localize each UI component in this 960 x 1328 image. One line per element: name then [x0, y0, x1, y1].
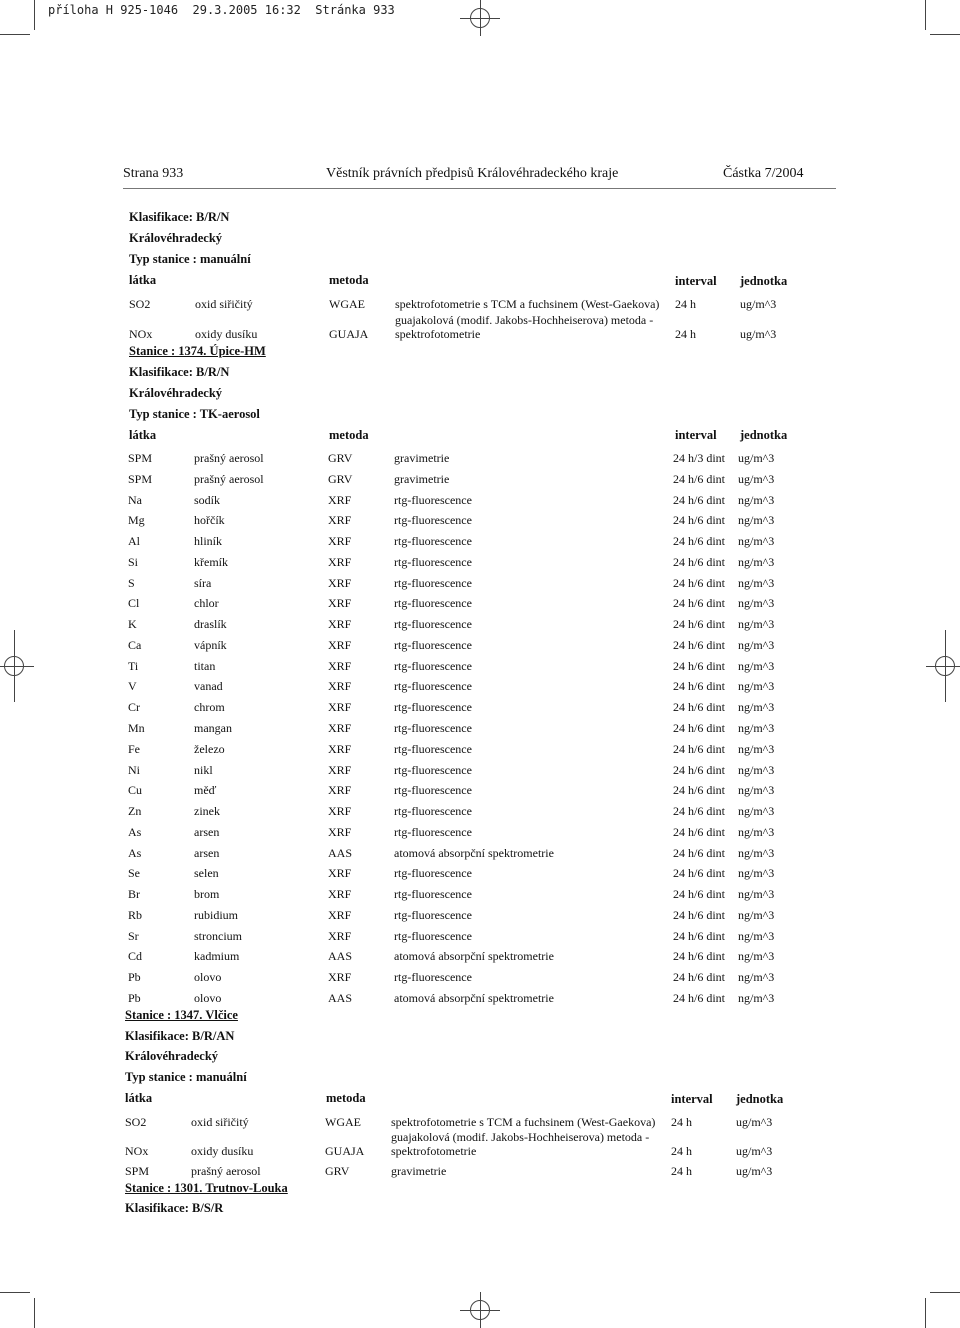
- method-code: XRF: [328, 721, 352, 735]
- column-header-latka: látka: [125, 1091, 153, 1105]
- sampling-interval: 24 h/6 dint: [673, 741, 726, 756]
- method-description: rtg-fluorescence: [394, 596, 472, 611]
- method-code: GUAJA: [325, 1144, 365, 1158]
- sampling-interval: 24 h/6 dint: [673, 949, 726, 964]
- method-description: rtg-fluorescence: [394, 637, 472, 652]
- unit: ng/m^3: [738, 804, 775, 819]
- method-code: XRF: [328, 824, 352, 839]
- region: Královéhradecký: [129, 386, 223, 400]
- sampling-interval: 24 h: [671, 1115, 692, 1129]
- method-code: XRF: [328, 907, 352, 922]
- method-description: atomová absorpční spektrometrie: [394, 991, 554, 1006]
- method-description: rtg-fluorescence: [394, 741, 472, 756]
- station-type: Typ stanice : manuální: [129, 252, 251, 266]
- sampling-interval: 24 h/6 dint: [673, 970, 726, 985]
- sampling-interval: 24 h: [675, 297, 696, 311]
- method-code: AAS: [328, 991, 353, 1006]
- method-code: XRF: [328, 658, 352, 673]
- substance-code: As: [128, 824, 142, 839]
- substance-code: Se: [128, 866, 140, 881]
- column-header-latka: látka: [129, 273, 157, 287]
- method-description: rtg-fluorescence: [394, 907, 472, 922]
- method-code: GRV: [328, 471, 353, 486]
- method-description: rtg-fluorescence: [394, 970, 472, 985]
- sampling-interval: 24 h: [671, 1144, 692, 1158]
- substance-code: Cr: [128, 700, 140, 715]
- unit: ng/m^3: [738, 700, 775, 715]
- unit: ng/m^3: [738, 783, 775, 798]
- substance-code: SPM: [128, 451, 153, 465]
- substance-code: Na: [128, 492, 142, 507]
- unit: ng/m^3: [738, 637, 775, 652]
- column-header-interval: interval: [675, 428, 717, 442]
- method-code: XRF: [328, 534, 352, 549]
- substance-code: Cu: [128, 783, 143, 798]
- sampling-interval: 24 h/6 dint: [673, 991, 726, 1006]
- substance-name: arsen: [194, 824, 220, 839]
- column-header-jednotka: jednotka: [740, 274, 788, 288]
- substance-code: SPM: [128, 471, 153, 486]
- substance-code: Cd: [128, 949, 143, 964]
- method-description: rtg-fluorescence: [394, 658, 472, 673]
- substance-code: Rb: [128, 907, 143, 922]
- substance-name: mangan: [194, 721, 232, 735]
- trim-mark-bottom-left-h: [0, 1292, 30, 1293]
- sampling-interval: 24 h/6 dint: [673, 887, 726, 902]
- substance-name: olovo: [194, 991, 222, 1006]
- method-code: XRF: [328, 617, 352, 632]
- method-code: AAS: [328, 949, 353, 964]
- sampling-interval: 24 h/6 dint: [673, 658, 726, 673]
- substance-name: brom: [194, 887, 220, 902]
- substance-code: As: [128, 845, 142, 860]
- method-description: rtg-fluorescence: [394, 928, 472, 943]
- sampling-interval: 24 h/6 dint: [673, 575, 726, 590]
- trim-mark-top-right-h: [930, 34, 960, 35]
- column-header-metoda: metoda: [329, 428, 369, 442]
- method-description: rtg-fluorescence: [394, 721, 472, 735]
- substance-code: Pb: [128, 970, 141, 985]
- unit: ng/m^3: [738, 721, 775, 735]
- station-heading: Stanice : 1301. Trutnov-Louka: [125, 1181, 288, 1195]
- substance-name: stroncium: [194, 928, 242, 943]
- unit: ug/m^3: [736, 1144, 773, 1158]
- substance-code: Si: [128, 554, 139, 569]
- method-description: spektrofotometrie s TCM a fuchsinem (West-Gaekova): [395, 297, 660, 311]
- method-code: XRF: [328, 928, 352, 943]
- substance-name: síra: [194, 575, 212, 590]
- column-header-jednotka: jednotka: [736, 1092, 784, 1106]
- method-description: atomová absorpční spektrometrie: [394, 845, 554, 860]
- substance-name: oxidy dusíku: [191, 1144, 254, 1158]
- sampling-interval: 24 h/6 dint: [673, 845, 726, 860]
- unit: ng/m^3: [738, 949, 775, 964]
- method-description: rtg-fluorescence: [394, 804, 472, 819]
- station-heading: Stanice : 1347. Vlčice: [125, 1008, 238, 1022]
- method-description: rtg-fluorescence: [394, 783, 472, 798]
- substance-name: prašný aerosol: [194, 451, 264, 465]
- unit: ng/m^3: [738, 534, 775, 549]
- sampling-interval: 24 h/6 dint: [673, 637, 726, 652]
- trim-mark-bottom-right-h: [930, 1292, 960, 1293]
- column-header-interval: interval: [675, 274, 717, 288]
- substance-code: K: [128, 617, 137, 632]
- trim-mark-top-left-v: [34, 0, 35, 30]
- classification: Klasifikace: B/R/N: [129, 210, 230, 224]
- substance-name: rubidium: [194, 907, 238, 922]
- sampling-interval: 24 h/6 dint: [673, 907, 726, 922]
- substance-code: Al: [128, 534, 140, 549]
- substance-name: vápník: [194, 637, 227, 652]
- unit: ng/m^3: [738, 991, 775, 1006]
- sampling-interval: 24 h/6 dint: [673, 596, 726, 611]
- method-code: GRV: [325, 1164, 350, 1178]
- column-header-jednotka: jednotka: [740, 428, 788, 442]
- sampling-interval: 24 h/6 dint: [673, 679, 726, 694]
- header-rule: [123, 188, 836, 189]
- substance-code: Ni: [128, 762, 140, 777]
- sampling-interval: 24 h: [675, 327, 696, 341]
- sampling-interval: 24 h/6 dint: [673, 700, 726, 715]
- method-code: XRF: [328, 492, 352, 507]
- method-description: rtg-fluorescence: [394, 492, 472, 507]
- sampling-interval: 24 h/6 dint: [673, 928, 726, 943]
- substance-name: měď: [194, 783, 217, 798]
- method-description: rtg-fluorescence: [394, 554, 472, 569]
- substance-code: NOx: [125, 1144, 149, 1158]
- substance-name: oxidy dusíku: [195, 327, 258, 341]
- method-description: guajakolová (modif. Jakobs-Hochheiserova) metoda - spektrofotometrie: [395, 313, 654, 341]
- method-description: rtg-fluorescence: [394, 824, 472, 839]
- sampling-interval: 24 h: [671, 1164, 692, 1178]
- sampling-interval: 24 h/6 dint: [673, 492, 726, 507]
- registration-mark-right: [926, 630, 960, 702]
- substance-code: Zn: [128, 804, 142, 819]
- unit: ng/m^3: [738, 928, 775, 943]
- substance-name: železo: [194, 741, 225, 756]
- substance-name: hliník: [194, 534, 223, 549]
- substance-code: SO2: [129, 297, 151, 311]
- region: Královéhradecký: [125, 1049, 219, 1063]
- unit: ng/m^3: [738, 575, 775, 590]
- unit: ng/m^3: [738, 845, 775, 860]
- trim-mark-bottom-left-v: [34, 1298, 35, 1328]
- method-code: XRF: [328, 887, 352, 902]
- method-code: AAS: [328, 845, 353, 860]
- method-code: XRF: [328, 513, 352, 528]
- unit: ng/m^3: [738, 492, 775, 507]
- method-description: guajakolová (modif. Jakobs-Hochheiserova) metoda - spektrofotometrie: [391, 1130, 650, 1158]
- unit: ng/m^3: [738, 554, 775, 569]
- station-type: Typ stanice : TK-aerosol: [129, 407, 260, 421]
- substance-name: sodík: [194, 492, 221, 507]
- trim-mark-top-left-h: [0, 34, 30, 35]
- page-number: Strana 933: [123, 166, 184, 181]
- substance-code: SPM: [125, 1164, 150, 1178]
- unit: ug/m^3: [736, 1115, 773, 1129]
- substance-code: V: [128, 679, 137, 694]
- column-header-latka: látka: [129, 428, 157, 442]
- region: Královéhradecký: [129, 231, 223, 245]
- unit: ng/m^3: [738, 970, 775, 985]
- station-heading: Stanice : 1374. Úpice-HM: [129, 344, 266, 358]
- method-description: gravimetrie: [391, 1164, 447, 1178]
- method-description: spektrofotometrie s TCM a fuchsinem (West-Gaekova): [391, 1115, 656, 1129]
- sampling-interval: 24 h/6 dint: [673, 783, 726, 798]
- substance-code: SO2: [125, 1115, 147, 1129]
- method-code: XRF: [328, 970, 352, 985]
- method-code: WGAE: [325, 1115, 361, 1129]
- method-description: rtg-fluorescence: [394, 513, 472, 528]
- substance-code: NOx: [129, 327, 153, 341]
- registration-mark-left: [0, 630, 34, 702]
- sampling-interval: 24 h/6 dint: [673, 617, 726, 632]
- substance-name: hořčík: [194, 513, 225, 528]
- unit: ng/m^3: [738, 866, 775, 881]
- substance-name: prašný aerosol: [194, 471, 264, 486]
- method-description: rtg-fluorescence: [394, 762, 472, 777]
- method-description: rtg-fluorescence: [394, 700, 472, 715]
- method-code: XRF: [328, 679, 352, 694]
- unit: ug/m^3: [738, 451, 775, 465]
- sampling-interval: 24 h/6 dint: [673, 762, 726, 777]
- unit: ng/m^3: [738, 762, 775, 777]
- substance-code: Pb: [128, 991, 141, 1006]
- print-slug: příloha H 925-1046 29.3.2005 16:32 Stránka 933: [48, 3, 395, 17]
- method-description: gravimetrie: [394, 451, 450, 465]
- method-code: GRV: [328, 451, 353, 465]
- method-description: rtg-fluorescence: [394, 534, 472, 549]
- substance-name: prašný aerosol: [191, 1164, 261, 1178]
- unit: ng/m^3: [738, 513, 775, 528]
- substance-code: Mg: [128, 513, 145, 528]
- unit: ug/m^3: [740, 327, 777, 341]
- method-code: XRF: [328, 637, 352, 652]
- method-code: XRF: [328, 741, 352, 756]
- unit: ng/m^3: [738, 824, 775, 839]
- sampling-interval: 24 h/6 dint: [673, 866, 726, 881]
- method-code: XRF: [328, 762, 352, 777]
- substance-name: titan: [194, 658, 216, 673]
- substance-name: chlor: [194, 596, 219, 611]
- substance-name: selen: [194, 866, 219, 881]
- trim-mark-top-right-v: [925, 0, 926, 30]
- sampling-interval: 24 h/6 dint: [673, 721, 726, 735]
- substance-name: nikl: [194, 762, 213, 777]
- method-description: gravimetrie: [394, 471, 450, 486]
- method-description: rtg-fluorescence: [394, 866, 472, 881]
- substance-name: zinek: [194, 804, 220, 819]
- unit: ng/m^3: [738, 596, 775, 611]
- method-description: rtg-fluorescence: [394, 887, 472, 902]
- column-header-metoda: metoda: [329, 273, 369, 287]
- sampling-interval: 24 h/6 dint: [673, 554, 726, 569]
- substance-name: arsen: [194, 845, 220, 860]
- substance-name: vanad: [194, 679, 223, 694]
- method-code: WGAE: [329, 297, 365, 311]
- unit: ng/m^3: [738, 679, 775, 694]
- method-code: XRF: [328, 783, 352, 798]
- unit: ng/m^3: [738, 617, 775, 632]
- method-code: XRF: [328, 866, 352, 881]
- substance-code: Sr: [128, 928, 139, 943]
- substance-name: chrom: [194, 700, 225, 715]
- station-type: Typ stanice : manuální: [125, 1070, 247, 1084]
- sampling-interval: 24 h/6 dint: [673, 471, 726, 486]
- sampling-interval: 24 h/6 dint: [673, 534, 726, 549]
- classification: Klasifikace: B/R/N: [129, 365, 230, 379]
- classification: Klasifikace: B/S/R: [125, 1201, 224, 1215]
- sampling-interval: 24 h/6 dint: [673, 804, 726, 819]
- substance-name: oxid siřičitý: [191, 1115, 249, 1129]
- unit: ng/m^3: [738, 907, 775, 922]
- substance-name: oxid siřičitý: [195, 297, 253, 311]
- method-code: XRF: [328, 596, 352, 611]
- trim-mark-bottom-right-v: [925, 1298, 926, 1328]
- method-code: XRF: [328, 554, 352, 569]
- substance-code: S: [128, 575, 135, 590]
- unit: ng/m^3: [738, 658, 775, 673]
- method-description: rtg-fluorescence: [394, 679, 472, 694]
- substance-code: Br: [128, 887, 140, 902]
- sampling-interval: 24 h/3 dint: [673, 451, 726, 465]
- publication-title: Věstník právních předpisů Královéhradeckého kraje: [326, 166, 619, 181]
- unit: ng/m^3: [738, 741, 775, 756]
- substance-code: Fe: [128, 741, 140, 756]
- sampling-interval: 24 h/6 dint: [673, 824, 726, 839]
- substance-name: draslík: [194, 617, 227, 632]
- substance-code: Ca: [128, 637, 142, 652]
- method-code: XRF: [328, 804, 352, 819]
- registration-mark-top: [460, 0, 500, 36]
- unit: ug/m^3: [738, 471, 775, 486]
- substance-code: Mn: [128, 721, 145, 735]
- substance-name: kadmium: [194, 949, 240, 964]
- issue-number: Částka 7/2004: [723, 166, 804, 181]
- substance-name: olovo: [194, 970, 222, 985]
- unit: ng/m^3: [738, 887, 775, 902]
- method-description: rtg-fluorescence: [394, 617, 472, 632]
- column-header-metoda: metoda: [326, 1091, 366, 1105]
- unit: ug/m^3: [740, 297, 777, 311]
- method-description: atomová absorpční spektrometrie: [394, 949, 554, 964]
- sampling-interval: 24 h/6 dint: [673, 513, 726, 528]
- method-description: rtg-fluorescence: [394, 575, 472, 590]
- column-header-interval: interval: [671, 1092, 713, 1106]
- substance-name: křemík: [194, 554, 228, 569]
- method-code: GUAJA: [329, 327, 369, 341]
- method-code: XRF: [328, 700, 352, 715]
- substance-code: Ti: [128, 658, 139, 673]
- substance-code: Cl: [128, 596, 140, 611]
- registration-mark-bottom: [460, 1292, 500, 1328]
- method-code: XRF: [328, 575, 352, 590]
- classification: Klasifikace: B/R/AN: [125, 1029, 235, 1043]
- unit: ug/m^3: [736, 1164, 773, 1178]
